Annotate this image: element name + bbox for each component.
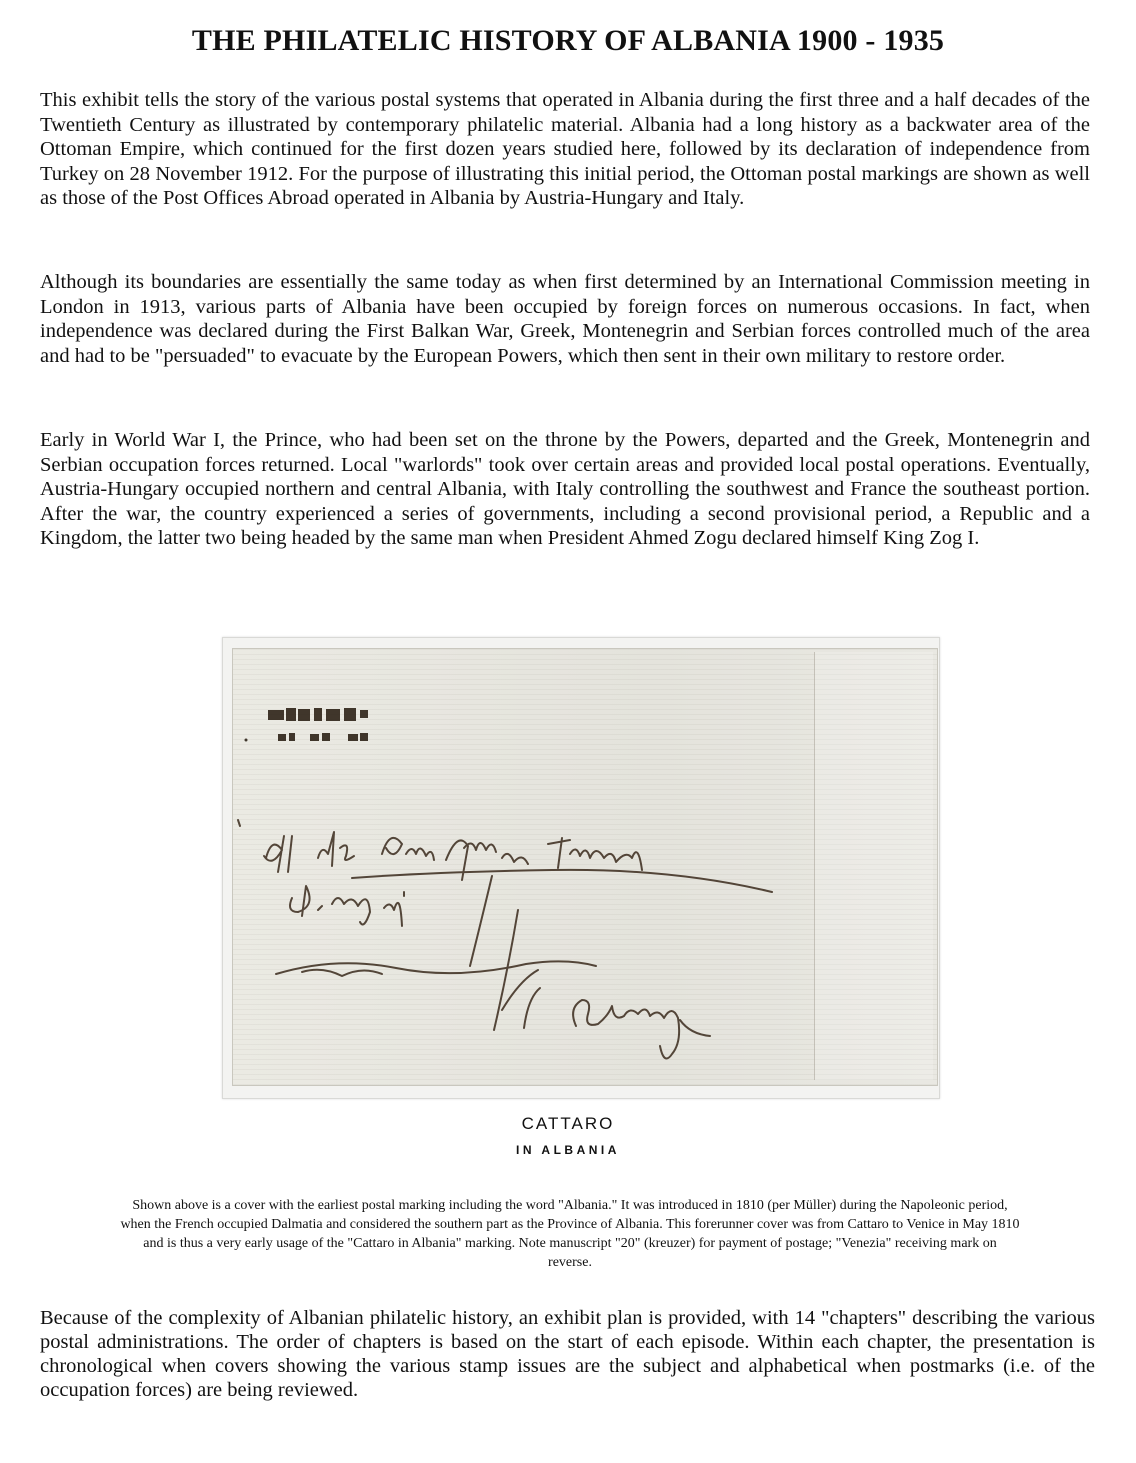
- closing-paragraph: Because of the complexity of Albanian philatelic history, an exhibit plan is provided, with 14 "chapters" describing the various postal administrations. The order of chapters is based on the start of each episode. Within each chapter, the presentation is chronological when covers showing the various stamp issues are the subject and alphabetical when postmarks (i.e. of the occupation forces) are being reviewed.: [40, 1307, 1095, 1401]
- boundaries-paragraph: Although its boundaries are essentially the same today as when first determined by an International Commission meeting in London in 1913, various parts of Albania have been occupied by foreign forces on numerous occasions. In fact, when independence was declared during the First Balkan War, Greek, Montenegrin and Serbian forces controlled much of the area and had to be "persuaded" to evacuate by the European Powers, which then sent in their own military to restore order.: [40, 271, 1090, 367]
- cover-markings: [232, 648, 936, 1084]
- cover-description: Shown above is a cover with the earliest postal marking including the word "Albania." It was introduced in 1810 (per Müller) during the Napoleonic period, when the French occupied Dalmatia and considered the southern part as the Province of Albania. This forerunner cover was from Cattaro to Venice in May 1810 and is thus a very early usage of the "Cattaro in Albania" marking. Note manuscript "20" (kreuzer) for payment of postage; "Venezia" receiving mark on reverse.: [120, 1198, 1020, 1270]
- intro-paragraph: This exhibit tells the story of the various postal systems that operated in Albania during the first three and a half decades of the Twentieth Century as illustrated by contemporary philatelic material. Albania had a long history as a backwater area of the Ottoman Empire, which continued for the first dozen years studied here, followed by its declaration of independence from Turkey on 28 November 1912. For the purpose of illustrating this initial period, the Ottoman postal markings are shown as well as those of the Post Offices Abroad operated in Albania by Austria-Hungary and Italy.: [40, 89, 1090, 209]
- world-war-paragraph: Early in World War I, the Prince, who had been set on the throne by the Powers, departed and the Greek, Montenegrin and Serbian occupation forces returned. Local "warlords" took over certain areas and provided local postal operations. Eventually, Austria-Hungary occupied northern and central Albania, with Italy controlling the southwest and France the southeast portion. After the war, the country experienced a series of governments, including a second provisional period, a Republic and a Kingdom, the latter two being headed by the same man when President Ahmed Zogu declared himself King Zog I.: [40, 429, 1090, 549]
- page-title: THE PHILATELIC HISTORY OF ALBANIA 1900 - 1935: [191, 24, 945, 57]
- cover-caption-subtitle: IN ALBANIA: [516, 1143, 620, 1157]
- cover-caption-title: CATTARO: [521, 1114, 615, 1133]
- manuscript-address: [238, 820, 772, 1059]
- cattaro-postmark: [245, 708, 369, 742]
